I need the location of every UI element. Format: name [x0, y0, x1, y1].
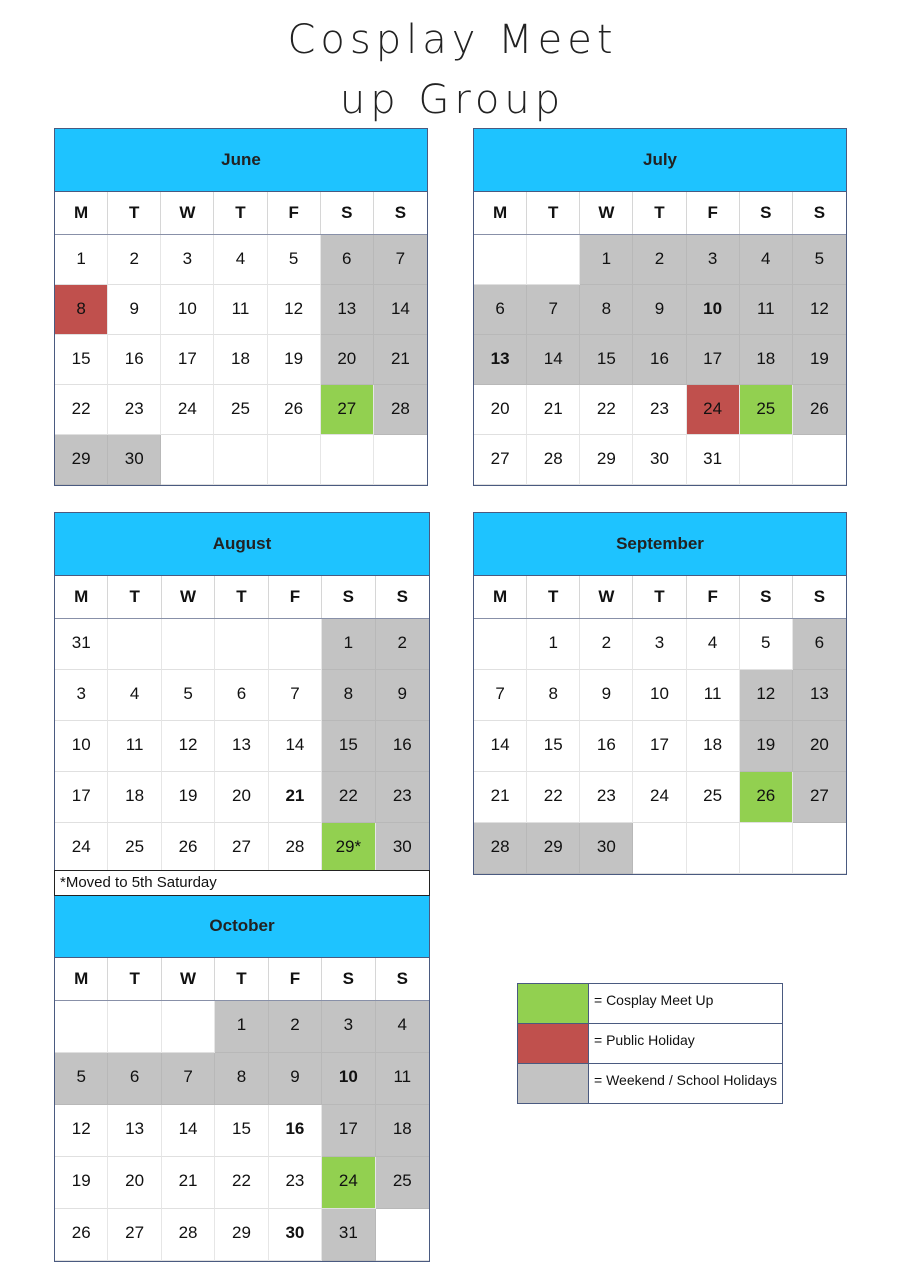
day-cell: 31 — [55, 619, 108, 670]
day-cell: 2 — [376, 619, 429, 670]
day-cell: 6 — [321, 235, 374, 285]
day-cell: 16 — [269, 1105, 322, 1157]
day-cell: 16 — [376, 721, 429, 772]
day-cell: 6 — [215, 670, 268, 721]
day-cell: 21 — [474, 772, 527, 823]
legend — [517, 983, 783, 1104]
month-header-september: September — [474, 513, 846, 576]
weekday-label: T — [215, 576, 268, 618]
weekday-label: S — [322, 576, 375, 618]
day-cell: 17 — [687, 335, 740, 385]
empty-cell — [374, 435, 427, 485]
weekday-header-row — [55, 576, 429, 619]
legend-swatch-meetup — [518, 984, 589, 1023]
day-cell: 27 — [793, 772, 846, 823]
day-cell: 24 — [55, 823, 108, 874]
day-cell: 7 — [527, 285, 580, 335]
page-title-line-2: up Group — [339, 77, 566, 123]
weekday-label: M — [474, 192, 527, 234]
day-cell: 17 — [55, 772, 108, 823]
day-cell: 20 — [108, 1157, 161, 1209]
day-cell: 25 — [214, 385, 267, 435]
weekday-label: S — [321, 192, 374, 234]
day-cell: 24 — [161, 385, 214, 435]
legend-label-weekend: = Weekend / School Holidays — [594, 1072, 778, 1088]
day-cell: 1 — [215, 1001, 268, 1053]
day-cell: 7 — [269, 670, 322, 721]
day-cell: 23 — [108, 385, 161, 435]
month-header-august: August — [55, 513, 429, 576]
weekday-label: F — [269, 958, 322, 1000]
day-cell: 22 — [322, 772, 375, 823]
day-cell: 20 — [215, 772, 268, 823]
empty-cell — [269, 619, 322, 670]
weekday-label: T — [108, 192, 161, 234]
day-cell: 27 — [108, 1209, 161, 1261]
weekday-header-row — [474, 192, 846, 235]
day-cell: 27 — [474, 435, 527, 485]
calendar-july — [473, 128, 847, 486]
day-cell: 20 — [474, 385, 527, 435]
legend-swatch-holiday — [518, 1024, 589, 1063]
day-cell: 1 — [580, 235, 633, 285]
day-cell: 2 — [269, 1001, 322, 1053]
day-cell: 16 — [108, 335, 161, 385]
day-cell: 14 — [527, 335, 580, 385]
weekday-label: S — [396, 587, 408, 606]
weekday-header-row — [55, 958, 429, 1001]
day-cell: 8 — [322, 670, 375, 721]
day-cell: 21 — [269, 772, 322, 823]
day-cell: 5 — [740, 619, 793, 670]
weekday-label: T — [527, 192, 580, 234]
legend-swatch-weekend — [518, 1064, 589, 1103]
day-cell: 29 — [215, 1209, 268, 1261]
empty-cell — [215, 619, 268, 670]
day-cell: 13 — [474, 335, 527, 385]
day-cell: 5 — [162, 670, 215, 721]
day-cell: 7 — [374, 235, 427, 285]
legend-label-holiday: = Public Holiday — [594, 1032, 695, 1048]
day-cell: 18 — [687, 721, 740, 772]
day-cell: 11 — [687, 670, 740, 721]
empty-cell — [474, 619, 527, 670]
weekday-label: M — [55, 576, 108, 618]
day-cell: 28 — [269, 823, 322, 874]
weekday-header-row — [474, 576, 846, 619]
empty-cell — [108, 1001, 161, 1053]
day-cell: 28 — [374, 385, 427, 435]
day-cell: 8 — [55, 285, 108, 335]
day-cell: 25 — [376, 1157, 429, 1209]
weekday-label: T — [214, 192, 267, 234]
day-cell: 31 — [322, 1209, 375, 1261]
day-cell: 15 — [215, 1105, 268, 1157]
day-cell: 4 — [740, 235, 793, 285]
day-cell: 16 — [580, 721, 633, 772]
day-cell: 17 — [161, 335, 214, 385]
legend-row-holiday — [518, 1024, 782, 1064]
day-cell: 18 — [214, 335, 267, 385]
day-cell: 1 — [322, 619, 375, 670]
day-cell: 15 — [322, 721, 375, 772]
day-cell: 9 — [108, 285, 161, 335]
weekday-label: W — [162, 958, 215, 1000]
weekday-label: S — [394, 203, 407, 222]
day-grid — [474, 235, 846, 485]
day-cell: 24 — [633, 772, 686, 823]
day-cell: 19 — [55, 1157, 108, 1209]
day-cell: 24 — [322, 1157, 375, 1209]
weekday-label: M — [55, 192, 108, 234]
day-cell: 10 — [322, 1053, 375, 1105]
day-cell: 16 — [633, 335, 686, 385]
empty-cell — [633, 823, 686, 874]
day-cell: 2 — [633, 235, 686, 285]
day-cell: 13 — [215, 721, 268, 772]
month-header-july: July — [474, 129, 846, 192]
day-cell: 26 — [162, 823, 215, 874]
day-cell: 3 — [687, 235, 740, 285]
day-cell: 3 — [633, 619, 686, 670]
day-cell: 17 — [633, 721, 686, 772]
day-cell: 11 — [214, 285, 267, 335]
day-cell: 6 — [474, 285, 527, 335]
day-cell: 6 — [108, 1053, 161, 1105]
calendar-september — [473, 512, 847, 875]
day-cell: 13 — [321, 285, 374, 335]
day-cell: 8 — [580, 285, 633, 335]
day-grid — [55, 1001, 429, 1261]
weekday-label: T — [633, 576, 686, 618]
calendar-october — [54, 895, 430, 1262]
day-cell: 8 — [215, 1053, 268, 1105]
empty-cell — [687, 823, 740, 874]
day-cell: 12 — [793, 285, 846, 335]
day-cell: 27 — [321, 385, 374, 435]
legend-row-meetup — [518, 984, 782, 1024]
weekday-label: F — [268, 192, 321, 234]
day-cell: 14 — [374, 285, 427, 335]
day-cell: 23 — [376, 772, 429, 823]
day-cell: 9 — [580, 670, 633, 721]
empty-cell — [108, 619, 161, 670]
day-cell: 11 — [108, 721, 161, 772]
day-cell: 10 — [161, 285, 214, 335]
weekday-label: S — [813, 587, 826, 606]
day-cell: 9 — [633, 285, 686, 335]
day-cell: 11 — [740, 285, 793, 335]
day-cell: 30 — [269, 1209, 322, 1261]
day-cell: 13 — [793, 670, 846, 721]
weekday-label: W — [162, 576, 215, 618]
day-cell: 7 — [162, 1053, 215, 1105]
day-cell: 6 — [793, 619, 846, 670]
month-header-june: June — [55, 129, 427, 192]
weekday-label: S — [740, 576, 793, 618]
day-cell: 12 — [55, 1105, 108, 1157]
weekday-label: S — [322, 958, 375, 1000]
weekday-label: S — [813, 203, 826, 222]
day-cell: 8 — [527, 670, 580, 721]
weekday-label: T — [108, 576, 161, 618]
weekday-label: F — [269, 576, 322, 618]
day-cell: 1 — [527, 619, 580, 670]
day-cell: 4 — [376, 1001, 429, 1053]
day-cell: 14 — [162, 1105, 215, 1157]
empty-cell — [55, 1001, 108, 1053]
day-cell: 29 — [580, 435, 633, 485]
weekday-label: T — [633, 192, 686, 234]
empty-cell — [162, 619, 215, 670]
day-cell: 24 — [687, 385, 740, 435]
day-cell: 23 — [580, 772, 633, 823]
day-cell: 10 — [633, 670, 686, 721]
day-cell: 19 — [268, 335, 321, 385]
august-footnote: *Moved to 5th Saturday — [54, 870, 430, 896]
weekday-header-row — [55, 192, 427, 235]
day-cell: 25 — [740, 385, 793, 435]
day-cell: 19 — [793, 335, 846, 385]
day-cell: 28 — [474, 823, 527, 874]
empty-cell — [321, 435, 374, 485]
day-cell: 26 — [740, 772, 793, 823]
day-cell: 21 — [527, 385, 580, 435]
day-cell: 3 — [55, 670, 108, 721]
day-cell: 2 — [108, 235, 161, 285]
weekday-label: W — [580, 192, 633, 234]
day-cell: 5 — [793, 235, 846, 285]
day-cell: 14 — [269, 721, 322, 772]
day-cell: 13 — [108, 1105, 161, 1157]
weekday-label: T — [215, 958, 268, 1000]
day-cell: 23 — [633, 385, 686, 435]
day-cell: 17 — [322, 1105, 375, 1157]
day-cell: 30 — [580, 823, 633, 874]
day-cell: 22 — [215, 1157, 268, 1209]
day-cell: 20 — [321, 335, 374, 385]
day-cell: 26 — [55, 1209, 108, 1261]
calendar-june — [54, 128, 428, 486]
empty-cell — [214, 435, 267, 485]
empty-cell — [268, 435, 321, 485]
empty-cell — [793, 823, 846, 874]
day-cell: 19 — [162, 772, 215, 823]
day-cell: 12 — [740, 670, 793, 721]
empty-cell — [162, 1001, 215, 1053]
day-cell: 4 — [108, 670, 161, 721]
day-cell: 2 — [580, 619, 633, 670]
weekday-label: S — [396, 969, 408, 988]
day-cell: 7 — [474, 670, 527, 721]
day-cell: 30 — [633, 435, 686, 485]
day-cell: 4 — [214, 235, 267, 285]
empty-cell — [474, 235, 527, 285]
day-cell: 22 — [55, 385, 108, 435]
day-cell: 10 — [55, 721, 108, 772]
empty-cell — [793, 435, 846, 485]
day-cell: 18 — [108, 772, 161, 823]
weekday-label: W — [580, 576, 633, 618]
day-cell: 15 — [527, 721, 580, 772]
day-grid — [474, 619, 846, 874]
day-cell: 29 — [55, 435, 108, 485]
day-cell: 25 — [108, 823, 161, 874]
day-cell: 30 — [108, 435, 161, 485]
day-grid — [55, 619, 429, 874]
day-cell: 21 — [374, 335, 427, 385]
day-cell: 10 — [687, 285, 740, 335]
page-title-line-1: Cosplay Meet — [287, 17, 618, 63]
day-cell: 22 — [527, 772, 580, 823]
day-cell: 28 — [527, 435, 580, 485]
legend-label-meetup: = Cosplay Meet Up — [594, 992, 714, 1008]
calendar-august — [54, 512, 430, 875]
day-grid — [55, 235, 427, 485]
day-cell: 29* — [322, 823, 375, 874]
day-cell: 9 — [269, 1053, 322, 1105]
day-cell: 27 — [215, 823, 268, 874]
day-cell: 9 — [376, 670, 429, 721]
day-cell: 15 — [580, 335, 633, 385]
day-cell: 14 — [474, 721, 527, 772]
empty-cell — [740, 823, 793, 874]
empty-cell — [740, 435, 793, 485]
month-header-october: October — [55, 895, 429, 958]
weekday-label: T — [527, 576, 580, 618]
day-cell: 18 — [740, 335, 793, 385]
day-cell: 23 — [269, 1157, 322, 1209]
day-cell: 5 — [55, 1053, 108, 1105]
day-cell: 3 — [161, 235, 214, 285]
day-cell: 29 — [527, 823, 580, 874]
day-cell: 22 — [580, 385, 633, 435]
day-cell: 31 — [687, 435, 740, 485]
day-cell: 28 — [162, 1209, 215, 1261]
day-cell: 21 — [162, 1157, 215, 1209]
empty-cell — [161, 435, 214, 485]
day-cell: 26 — [268, 385, 321, 435]
day-cell: 30 — [376, 823, 429, 874]
weekday-label: F — [687, 576, 740, 618]
day-cell: 25 — [687, 772, 740, 823]
day-cell: 18 — [376, 1105, 429, 1157]
day-cell: 12 — [162, 721, 215, 772]
weekday-label: M — [474, 576, 527, 618]
day-cell: 1 — [55, 235, 108, 285]
legend-row-weekend — [518, 1064, 782, 1103]
weekday-label: S — [740, 192, 793, 234]
day-cell: 4 — [687, 619, 740, 670]
weekday-label: W — [161, 192, 214, 234]
empty-cell — [376, 1209, 429, 1261]
day-cell: 19 — [740, 721, 793, 772]
day-cell: 3 — [322, 1001, 375, 1053]
empty-cell — [527, 235, 580, 285]
weekday-label: F — [687, 192, 740, 234]
day-cell: 11 — [376, 1053, 429, 1105]
weekday-label: M — [55, 958, 108, 1000]
day-cell: 20 — [793, 721, 846, 772]
weekday-label: T — [108, 958, 161, 1000]
day-cell: 12 — [268, 285, 321, 335]
day-cell: 15 — [55, 335, 108, 385]
day-cell: 5 — [268, 235, 321, 285]
day-cell: 26 — [793, 385, 846, 435]
